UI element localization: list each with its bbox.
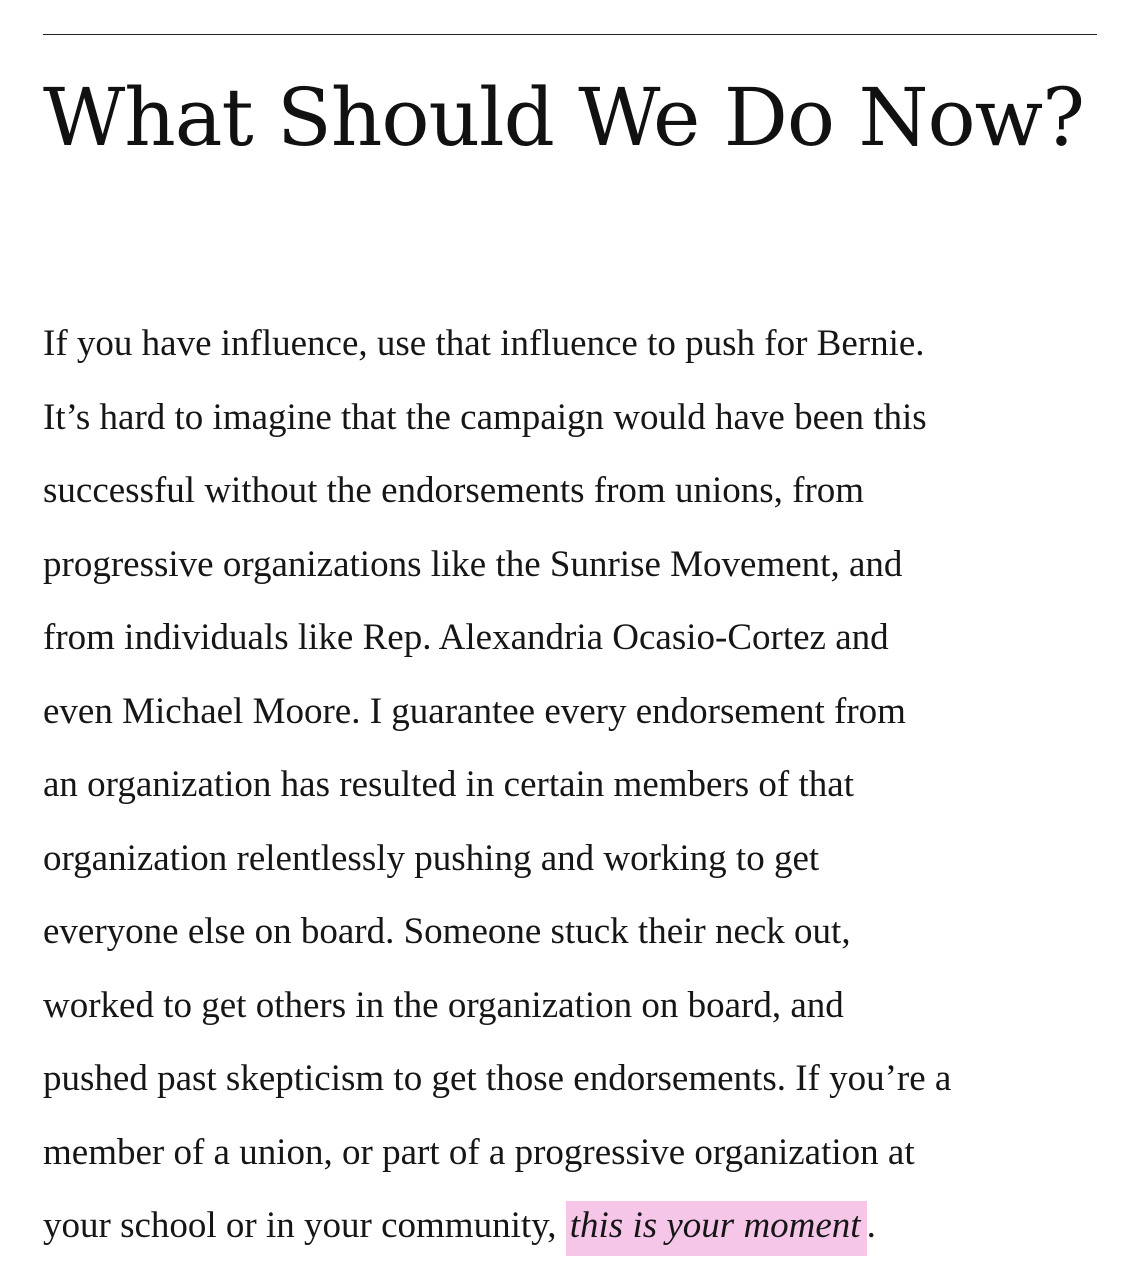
highlighted-phrase: this is your moment bbox=[566, 1201, 867, 1256]
paragraph-line-6: even Michael Moore. I guarantee every endorsement from bbox=[43, 690, 906, 732]
paragraph-line-10: worked to get others in the organization on board, and bbox=[43, 984, 844, 1026]
paragraph-line-11: pushed past skepticism to get those endorsements. If you’re a bbox=[43, 1058, 952, 1099]
paragraph-line-2: It’s hard to imagine that the campaign would have been this bbox=[43, 396, 927, 438]
paragraph-line-9: everyone else on board. Someone stuck their neck out, bbox=[43, 911, 851, 952]
last-line-suffix: . bbox=[866, 1205, 876, 1246]
paragraph-line-1: If you have influence, use that influence to push for Bernie. bbox=[43, 323, 925, 364]
paragraph-line-4: progressive organizations like the Sunrise Movement, and bbox=[43, 543, 903, 585]
top-divider bbox=[43, 34, 1097, 35]
article-paragraph bbox=[43, 307, 1103, 1263]
last-line-prefix: your school or in your community, bbox=[43, 1205, 566, 1246]
paragraph-line-8: organization relentlessly pushing and working to get bbox=[43, 837, 820, 879]
paragraph-line-3: successful without the endorsements from unions, from bbox=[43, 470, 865, 511]
paragraph-line-12: member of a union, or part of a progressive organization at bbox=[43, 1131, 915, 1173]
article-title: What Should We Do Now? bbox=[43, 71, 1085, 164]
paragraph-line-5: from individuals like Rep. Alexandria Ocasio-Cortez and bbox=[43, 617, 889, 658]
paragraph-line-7: an organization has resulted in certain members of that bbox=[43, 764, 854, 805]
paragraph-line-13 bbox=[43, 1189, 1103, 1263]
